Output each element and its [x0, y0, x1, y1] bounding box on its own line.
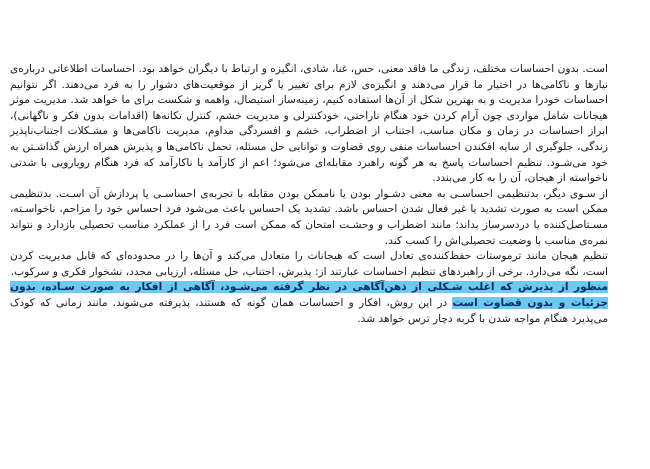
paragraph-1: است. بدون احساسات مختلف، زندگی ما فاقد معنی، حس، غنا، شادی، انگیزه و ارتباط با دیگران خواهد بود. احساسات اطلاعاتی درباره‌ی نیازها و ناکامی‌ها در اختیار ما قرار می‌دهند و انگیزه‌ی لازم برای تغییر یا گریز از موقعیت‌های دشوار را به فرد می‌دهند. اگر نتوانیم احساسات خودرا مدیریت و به بهترین شکل از آن‌ها استفاده کنیم، زمینه‌ساز استیصال، واهمه و شکست برای ما خواهد شد. مدیریت موثر هیجانات شامل مواردی چون آرام کردن خود هنگام ناراحتی، خودکنترلی و مدیریت خشم، کنترل تکانه‌ها (اقدامات بدون فکر و ناگهانی)، ابراز احساسات در زمان و مکان مناسب، اجتناب از اضطراب، خشم و افسردگی مداوم، مدیریت ناکامی‌ها و مشـکلات اجتناب‌ناپذیر زندگی، جلوگیری از سایه افکندن احساسات منفی روی قضاوت و توانایی حل مسئله، تحمل ناکامی‌ها و پذیرش همراه ارزش گذاشـتن به خود می‌شـود. تنظیم احساسات پاسخ به هر گونه راهبرد مقابله‌ای می‌شود؛ اعم از کارآمد یا ناکارآمد که فرد هنگام رویارویی با شدتی ناخواسته از هیجان، آن را به کار می‌بندد.: [10, 63, 608, 185]
paragraph-4: [10, 280, 608, 327]
paragraph-4-text: در این روش، افکار و احساسات همان گونه که هستند، پذیرفته می‌شوند. مانند زمانی که کودک می‌پذیرد هنگام مواجه شدن با گربه دچار ترس خواهد شد.: [10, 296, 608, 325]
document-body: [10, 62, 608, 327]
paragraph-2: از سـوی دیگر، بدتنظیمی احساسـی به معنی دشـوار بودن یا ناممکن بودن مقابله با تجربه‌ی احساسـی یا پردازش آن اسـت. بدتنظیمی ممکن است به صورت تشدید یا غیر فعال شدن احساس باشد. تشدید یک احساس باعث می‌شود فرد احساس خود را مزاحم، ناخواسـته، مسـتاصل‌کننده یا دردسرساز بداند؛ مانند اضطراب و وحشـت امتحان که ممکن است فرد را از عملکرد مناسب تحصیلی بازدارد و نتواند نمره‌ی مناسب با وضعیت تحصیلی‌اش را کسب کند.: [10, 187, 608, 247]
paragraph-3: تنظیم هیجان مانند ترموستات حفظ‌کننده‌ی تعادل است که هیجانات را متعادل می‌کند و آن‌ها را در محدوده‌ای که قابل مدیریت کردن است، نگه می‌دارد. برخی از راهبردهای تنظیم احساسات عبارتند از: پذیرش، اجتناب، حل مسئله، ارزیابی مجدد، نشخوار فکری و سرکوب.: [10, 250, 608, 278]
highlighted-text-selection[interactable]: منظور از پذیرش که اغلب شـکلی از ذهن‌آگاهی در نظر گرفته می‌شـود، آگاهی از افکار به صورت سـاده، بدون جزئیات و بدون قضاوت است: [10, 281, 608, 309]
